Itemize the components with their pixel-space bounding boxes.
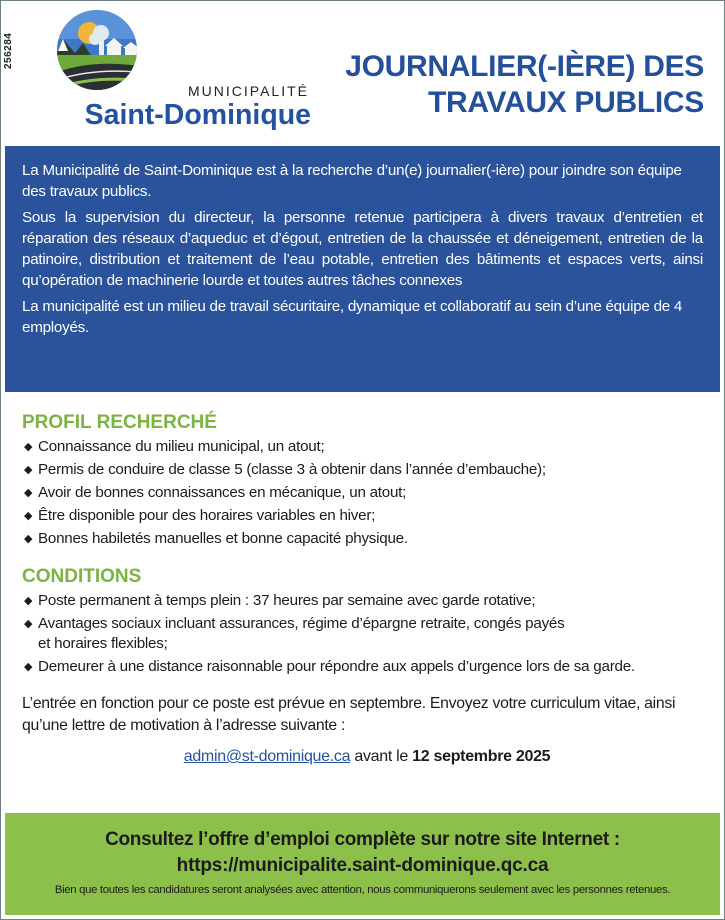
job-title-line2: TRAVAUX PUBLICS — [427, 86, 704, 119]
intro-paragraph-2: Sous la supervision du directeur, la personne retenue participera à divers travaux d’entretien et réparation des réseaux d’aqueduc et d’égout, entretien de la chaussée et déneigement, entretien de la patinoire, distribution et traitement de l’eau potable, entretien des bâtiments et espaces verts, ainsi qu’opération de machinerie lourde et toutes autres tâches connexes — [22, 209, 703, 289]
closing-paragraph: L’entrée en fonction pour ce poste est prévue en septembre. Envoyez votre curriculum vitae, ainsi qu’une lettre de motivation à l’adresse suivante : — [22, 695, 676, 734]
intro-panel — [5, 146, 720, 392]
header — [1, 1, 724, 144]
deadline-prefix: avant le — [354, 748, 408, 765]
profil-heading: PROFIL RECHERCHÉ — [22, 412, 217, 433]
email-link[interactable]: admin@st-dominique.ca — [183, 748, 351, 765]
list-item: ◆ Demeurer à une distance raisonnable pour répondre aux appels d’urgence lors de sa garde. — [24, 658, 635, 675]
reference-code: 256284 — [3, 32, 14, 69]
profil-list — [22, 437, 712, 549]
intro-paragraph-1: La Municipalité de Saint-Dominique est à la recherche d’un(e) journalier(-ière) pour joindre son équipe des travaux publics. — [22, 162, 682, 200]
logo-municipalite-text: MUNICIPALITÉ — [188, 83, 309, 99]
logo-saint-dominique-text: Saint-Dominique — [84, 99, 311, 131]
municipality-logo — [21, 7, 311, 137]
diamond-bullet-icon: ◆ — [24, 510, 33, 522]
conditions-heading: CONDITIONS — [22, 566, 142, 587]
application-deadline — [22, 746, 712, 767]
diamond-bullet-icon: ◆ — [24, 533, 33, 545]
website-url-link[interactable]: https://municipalite.saint-dominique.qc.ca — [176, 855, 549, 876]
diamond-bullet-icon: ◆ — [24, 464, 33, 476]
list-item: ◆ Permis de conduire de classe 5 (classe 3 à obtenir dans l’année d’embauche); — [24, 461, 546, 478]
list-item: ◆ Bonnes habiletés manuelles et bonne capacité physique. — [24, 530, 408, 547]
logo-emblem-icon — [49, 9, 145, 91]
list-item: ◆ Avoir de bonnes connaissances en mécanique, un atout; — [24, 484, 407, 501]
list-item: ◆ Être disponible pour des horaires variables en hiver; — [24, 507, 376, 524]
list-item: ◆ Avantages sociaux incluant assurances, régime d’épargne retraite, congés payés et horaires flexibles; — [24, 615, 565, 652]
main-content — [22, 411, 712, 767]
job-title — [304, 49, 704, 121]
job-title-line1: JOURNALIER(-IÈRE) DES — [345, 50, 704, 83]
list-item: ◆ Poste permanent à temps plein : 37 heures par semaine avec garde rotative; — [24, 592, 536, 609]
footer-banner — [5, 813, 720, 915]
footer-disclaimer: Bien que toutes les candidatures seront analysées avec attention, nous communiquerons seulement avec les personnes retenues. — [54, 884, 671, 896]
diamond-bullet-icon: ◆ — [24, 618, 33, 630]
diamond-bullet-icon: ◆ — [24, 487, 33, 499]
diamond-bullet-icon: ◆ — [24, 441, 33, 453]
conditions-list — [22, 591, 712, 677]
diamond-bullet-icon: ◆ — [24, 661, 33, 673]
diamond-bullet-icon: ◆ — [24, 595, 33, 607]
intro-paragraph-3: La municipalité est un milieu de travail sécuritaire, dynamique et collaboratif au sein d’une équipe de 4 employés. — [22, 298, 683, 336]
footer-cta: Consultez l’offre d’emploi complète sur notre site Internet : — [105, 829, 620, 850]
list-item: ◆ Connaissance du milieu municipal, un atout; — [24, 438, 325, 455]
deadline-date: 12 septembre 2025 — [412, 748, 551, 765]
